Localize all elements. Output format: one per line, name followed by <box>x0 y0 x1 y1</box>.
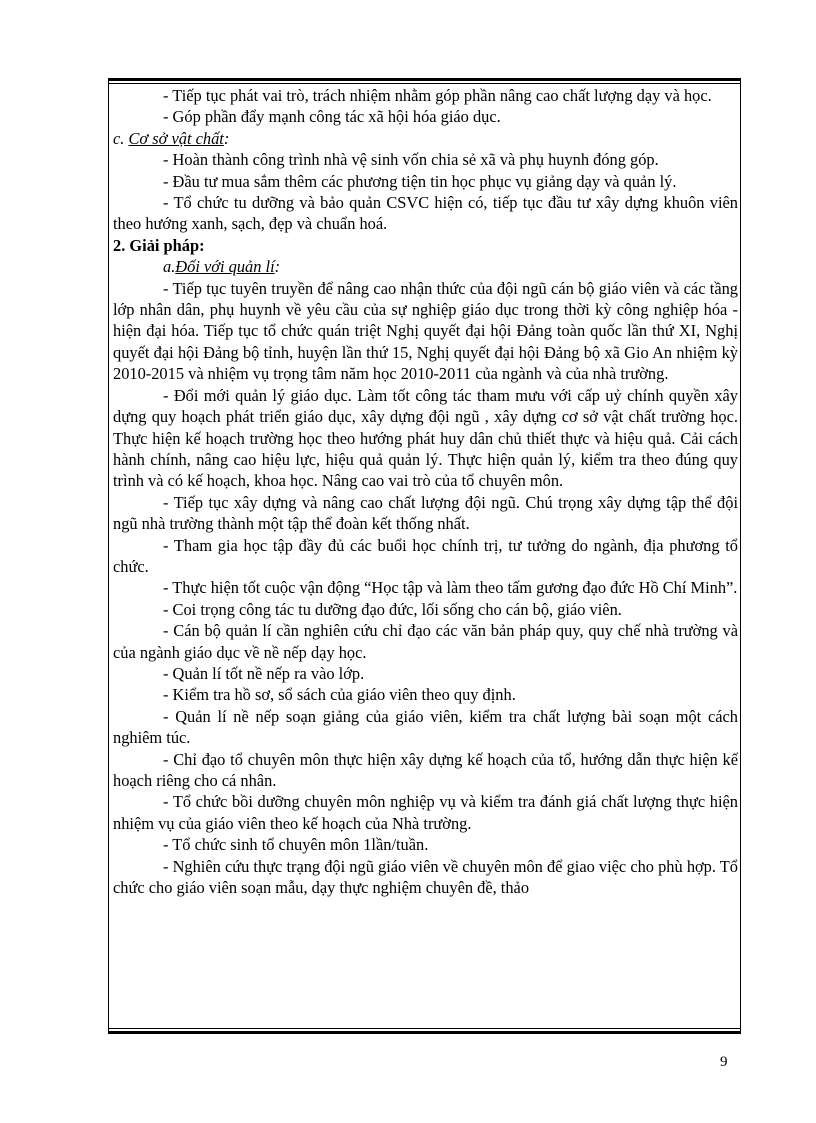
heading-suffix: : <box>223 128 230 148</box>
paragraph: - Đầu tư mua sắm thêm các phương tiện tin học phục vụ giảng dạy và quản lý. <box>163 171 677 191</box>
section-heading-2: 2. Giải pháp: <box>113 235 205 255</box>
paragraph: - Hoàn thành công trình nhà vệ sinh vốn chia sẻ xã và phụ huynh đóng góp. <box>163 150 659 170</box>
heading-prefix: a. <box>163 257 176 277</box>
page-number: 9 <box>720 1054 728 1070</box>
frame-border-right <box>740 78 741 1034</box>
paragraph: - Tiếp tục tuyên truyền để nâng cao nhận thức của đội ngũ cán bộ giáo viên và các tầng lớp nhân dân, phụ huynh về yêu cầu của sự nghiệp giáo dục trong thời kỳ công nghiệp hóa - hiện đại hóa. Tiếp tục tổ chức quán triệt Nghị quyết đại hội Đảng toàn quốc lần thứ XI, Nghị quyết đại hội Đảng bộ tỉnh, huyện lần thứ 15, Nghị quyết đại hội Đảng bộ xã Gio An nhiệm kỳ 2010-2015 và nhiệm vụ trọng tâm năm học 2010-2011 của ngành và của nhà trường. <box>113 278 738 384</box>
heading-suffix: : <box>274 257 281 277</box>
paragraph: - Cán bộ quản lí cần nghiên cứu chỉ đạo các văn bản pháp quy, quy chế nhà trường và của ngành giáo dục về nề nếp dạy học. <box>113 621 738 662</box>
paragraph: - Nghiên cứu thực trạng đội ngũ giáo viên về chuyên môn để giao việc cho phù hợp. Tổ chức cho giáo viên soạn mẫu, dạy thực nghiệm chuyên đề, thảo <box>113 856 738 898</box>
paragraph: - Coi trọng công tác tu dưỡng đạo đức, lối sống cho cán bộ, giáo viên. <box>163 599 622 619</box>
paragraph: - Tham gia học tập đầy đủ các buổi học chính trị, tư tưởng do ngành, địa phương tổ chức. <box>113 535 738 576</box>
paragraph: - Tiếp tục xây dựng và nâng cao chất lượng đội ngũ. Chú trọng xây dựng tập thể đội ngũ nhà trường thành một tập thể đoàn kết thống nhất. <box>113 492 738 534</box>
paragraph: - Thực hiện tốt cuộc vận động “Học tập và làm theo tấm gương đạo đức Hồ Chí Minh”. <box>163 578 738 598</box>
paragraph: - Tổ chức bồi dưỡng chuyên môn nghiệp vụ và kiểm tra đánh giá chất lượng thực hiện nhiệm vụ của giáo viên theo kế hoạch của Nhà trường. <box>113 792 738 833</box>
paragraph: - Quản lí tốt nề nếp ra vào lớp. <box>163 663 365 683</box>
heading-title: Đối với quản lí <box>175 257 275 277</box>
heading-prefix: c. <box>113 128 125 148</box>
frame-border-left <box>108 78 109 1034</box>
paragraph: - Tiếp tục phát vai trò, trách nhiệm nhằm góp phần nâng cao chất lượng dạy và học. <box>163 86 712 105</box>
paragraph: - Quản lí nề nếp soạn giảng của giáo viên, kiểm tra chất lượng bài soạn một cách nghiêm túc. <box>113 706 738 748</box>
subsection-heading-a <box>113 256 738 277</box>
paragraph: - Tổ chức sinh tổ chuyên môn 1lần/tuần. <box>163 835 429 855</box>
frame-border-top <box>108 78 741 81</box>
paragraph: - Góp phần đẩy mạnh công tác xã hội hóa giáo dục. <box>163 107 501 127</box>
paragraph: - Kiểm tra hồ sơ, sổ sách của giáo viên theo quy định. <box>163 685 516 705</box>
paragraph: - Chỉ đạo tổ chuyên môn thực hiện xây dựng kế hoạch của tổ, hướng dẫn thực hiện kế hoạch riêng cho cá nhân. <box>113 749 738 790</box>
paragraph: - Đổi mới quản lý giáo dục. Làm tốt công tác tham mưu với cấp uỷ chính quyền xây dựng quy hoạch phát triển giáo dục, xây dựng đội ngũ , xây dựng cơ sở vật chất trường học. Thực hiện kế hoạch trường học theo hướng phát huy dân chủ thiết thực và hiệu quả. Cải cách hành chính, nâng cao hiệu lực, hiệu quả quản lý. Thực hiện quản lý, kiểm tra theo đúng quy trình và có kế hoạch, khoa học. Nâng cao vai trò của tổ chuyên môn. <box>113 385 738 491</box>
page-body <box>113 85 738 1025</box>
frame-border-bottom <box>108 1031 741 1034</box>
heading-title: Cơ sở vật chất <box>128 128 224 148</box>
frame-border-bottom-inner <box>108 1028 741 1029</box>
frame-border-top-inner <box>108 83 741 84</box>
paragraph: - Tổ chức tu dưỡng và bảo quản CSVC hiện có, tiếp tục đầu tư xây dựng khuôn viên theo hướng xanh, sạch, đẹp và chuẩn hoá. <box>113 193 738 234</box>
section-heading-c <box>113 128 738 149</box>
